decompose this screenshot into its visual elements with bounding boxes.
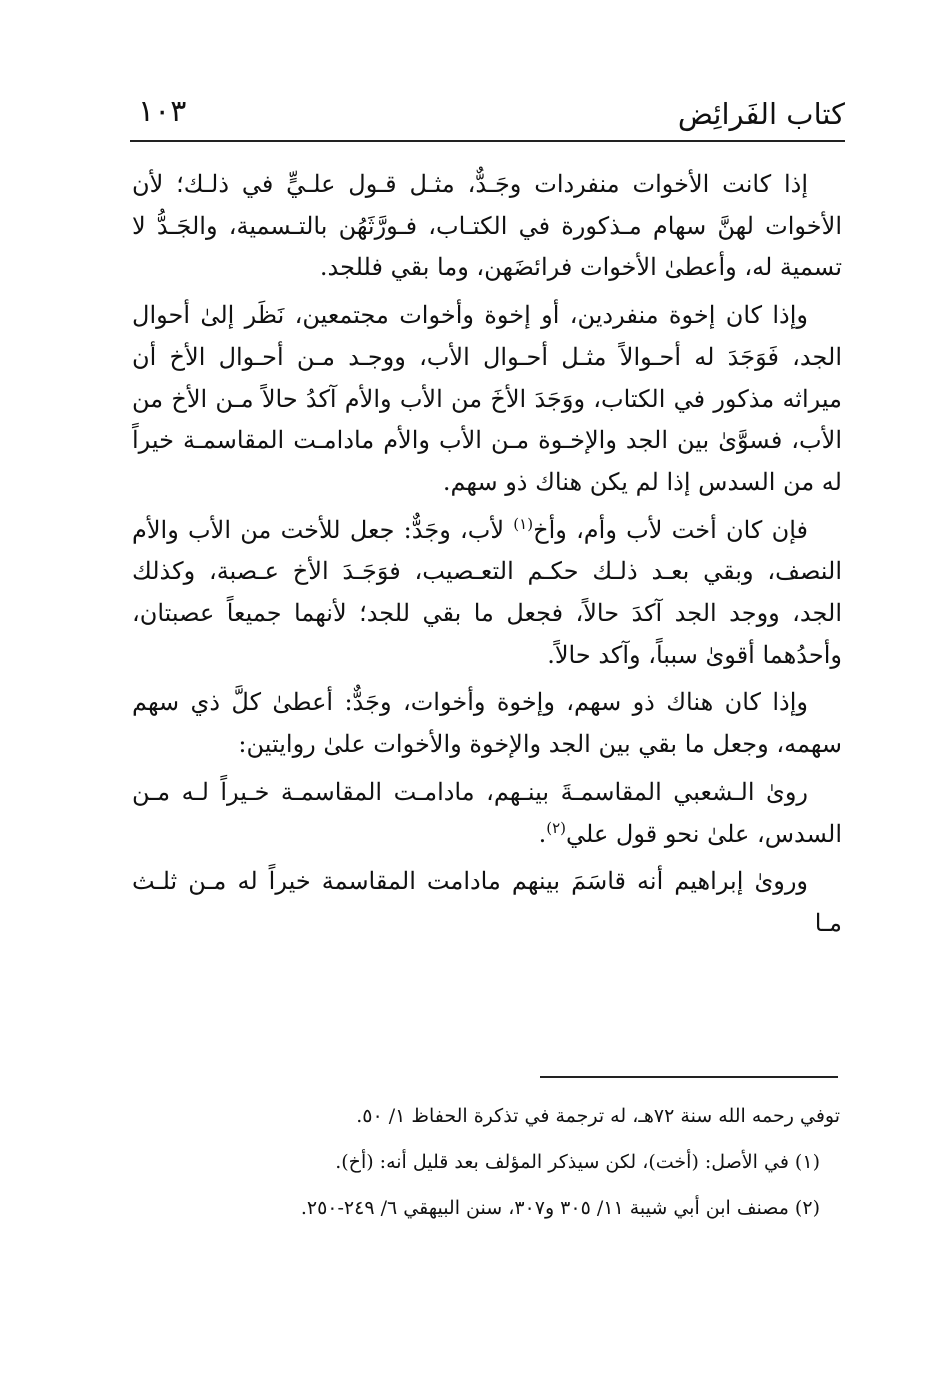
paragraph-1: إذا كانت الأخوات منفردات وجَـدٌّ، مثـل قـول علـيٍّ في ذلـك؛ لأن الأخوات لهنَّ سهام مـذكورة في الكتـاب، فـورَّثَهُن بالتـسمية، والجَـدُّ لا تسمية له، وأعطىٰ الأخوات فرائضَهن، وما بقي فللجد. (132, 170, 842, 282)
footnotes (132, 1093, 840, 1231)
paragraph-2: وإذا كان إخوة منفردين، أو إخوة وأخوات مجتمعين، نَظَر إلىٰ أحوال الجد، فَوَجَدَ له أحـوالاً مثـل أحـوال الأب، ووجـد مـن أحـوال الأخ أن ميراثه مذكور في الكتاب، ووَجَدَ الأخَ من الأب والأم آكدُ حالاً مـن الأخ من الأب، فسوَّىٰ بين الجد والإخـوة مـن الأب والأم مادامـت المقاسمـة خيراً له من السدس إذا لم يكن هناك ذو سهم. (132, 301, 842, 496)
header-rule (130, 140, 845, 142)
book-title: كتاب الفَرائِض (677, 97, 845, 131)
footnote-ref-1: (١) (513, 514, 534, 533)
paragraph-3-text-a: فإن كان أخت لأب وأم، وأخ (533, 515, 808, 544)
paragraph-6: وروىٰ إبراهيم أنه قاسَمَ بينهم مادامت المقاسمة خيراً له مـن ثلـث مـا (132, 867, 842, 937)
paragraph-3 (132, 510, 842, 677)
paragraph-5-text-b: . (538, 819, 547, 848)
page-number: ١٠٣ (138, 94, 187, 129)
main-text (132, 164, 842, 951)
footnote-carryover: توفي رحمه الله سنة ٧٢هـ، له ترجمة في تذكرة الحفاظ ١/ ٥٠. (356, 1105, 840, 1127)
footnote-ref-2: (٢) (546, 818, 567, 837)
paragraph-3-text-b: لأب، وجَدٌّ: جعل للأخت من الأب والأم النصف، وبقي بعـد ذلـك حكـم التعـصيب، فوَجَـدَ الأخ عـصبة، وكذلك الجد، ووجد الجد آكدَ حالاً، فجعل ما بقي للجد؛ لأنهما جميعاً عصبتان، وأحدُهما أقوىٰ سبباً، وآكد حالاً. (132, 515, 843, 669)
paragraph-5 (132, 772, 842, 855)
running-header (130, 92, 845, 136)
paragraph-4: وإذا كان هناك ذو سهم، وإخوة وأخوات، وجَدٌّ: أعطىٰ كلَّ ذي سهم سهمه، وجعل ما بقي بين الجد والإخوة والأخوات علىٰ روايتين: (132, 688, 842, 759)
footnote-2: (٢) مصنف ابن أبي شيبة ١١/ ٣٠٥ و٣٠٧، سنن البيهقي ٦/ ٢٤٩-٢٥٠. (300, 1197, 820, 1219)
paragraph-5-text-a: روىٰ الـشعبي المقاسمـةَ بينـهم، مادامـت المقاسمـة خـيراً لـه مـن السدس، علىٰ نحو قول علي (132, 777, 842, 848)
footnote-1: (١) في الأصل: (أخت)، لكن سيذكر المؤلف بعد قليل أنه: (أخ). (335, 1151, 820, 1173)
footnote-separator (540, 1076, 838, 1078)
